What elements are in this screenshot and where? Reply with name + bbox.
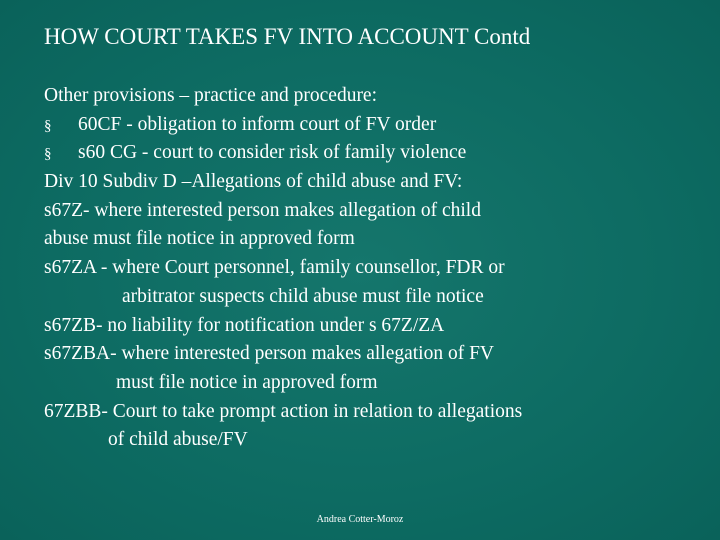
body-line-continued: of child abuse/FV — [108, 429, 248, 451]
body-line: abuse must file notice in approved form — [44, 228, 355, 250]
slide-footer-author: Andrea Cotter-Moroz — [316, 514, 404, 525]
body-line: Other provisions – practice and procedure: — [44, 85, 378, 106]
slide-body — [44, 82, 704, 455]
slide-title: HOW COURT TAKES FV INTO ACCOUNT Contd — [44, 24, 531, 49]
bullet-item — [44, 139, 704, 168]
bullet-text: s60 CG - court to consider risk of family violence — [78, 142, 467, 164]
bullet-item — [44, 111, 704, 140]
section-bullet-icon: § — [44, 117, 52, 134]
body-line: 67ZBB- Court to take prompt action in relation to allegations — [44, 400, 523, 422]
body-line: s67ZB- no liability for notification under s 67Z/ZA — [44, 314, 445, 336]
bullet-text: 60CF - obligation to inform court of FV order — [78, 113, 437, 135]
body-line: s67Z- where interested person makes allegation of child — [44, 199, 481, 221]
body-line: s67ZA - where Court personnel, family counsellor, FDR or — [44, 257, 505, 279]
body-line-continued: arbitrator suspects child abuse must file notice — [122, 285, 484, 307]
body-line: Div 10 Subdiv D –Allegations of child abuse and FV: — [44, 171, 463, 193]
section-bullet-icon: § — [44, 146, 52, 163]
body-line: s67ZBA- where interested person makes allegation of FV — [44, 343, 495, 365]
body-line-continued: must file notice in approved form — [116, 371, 378, 393]
